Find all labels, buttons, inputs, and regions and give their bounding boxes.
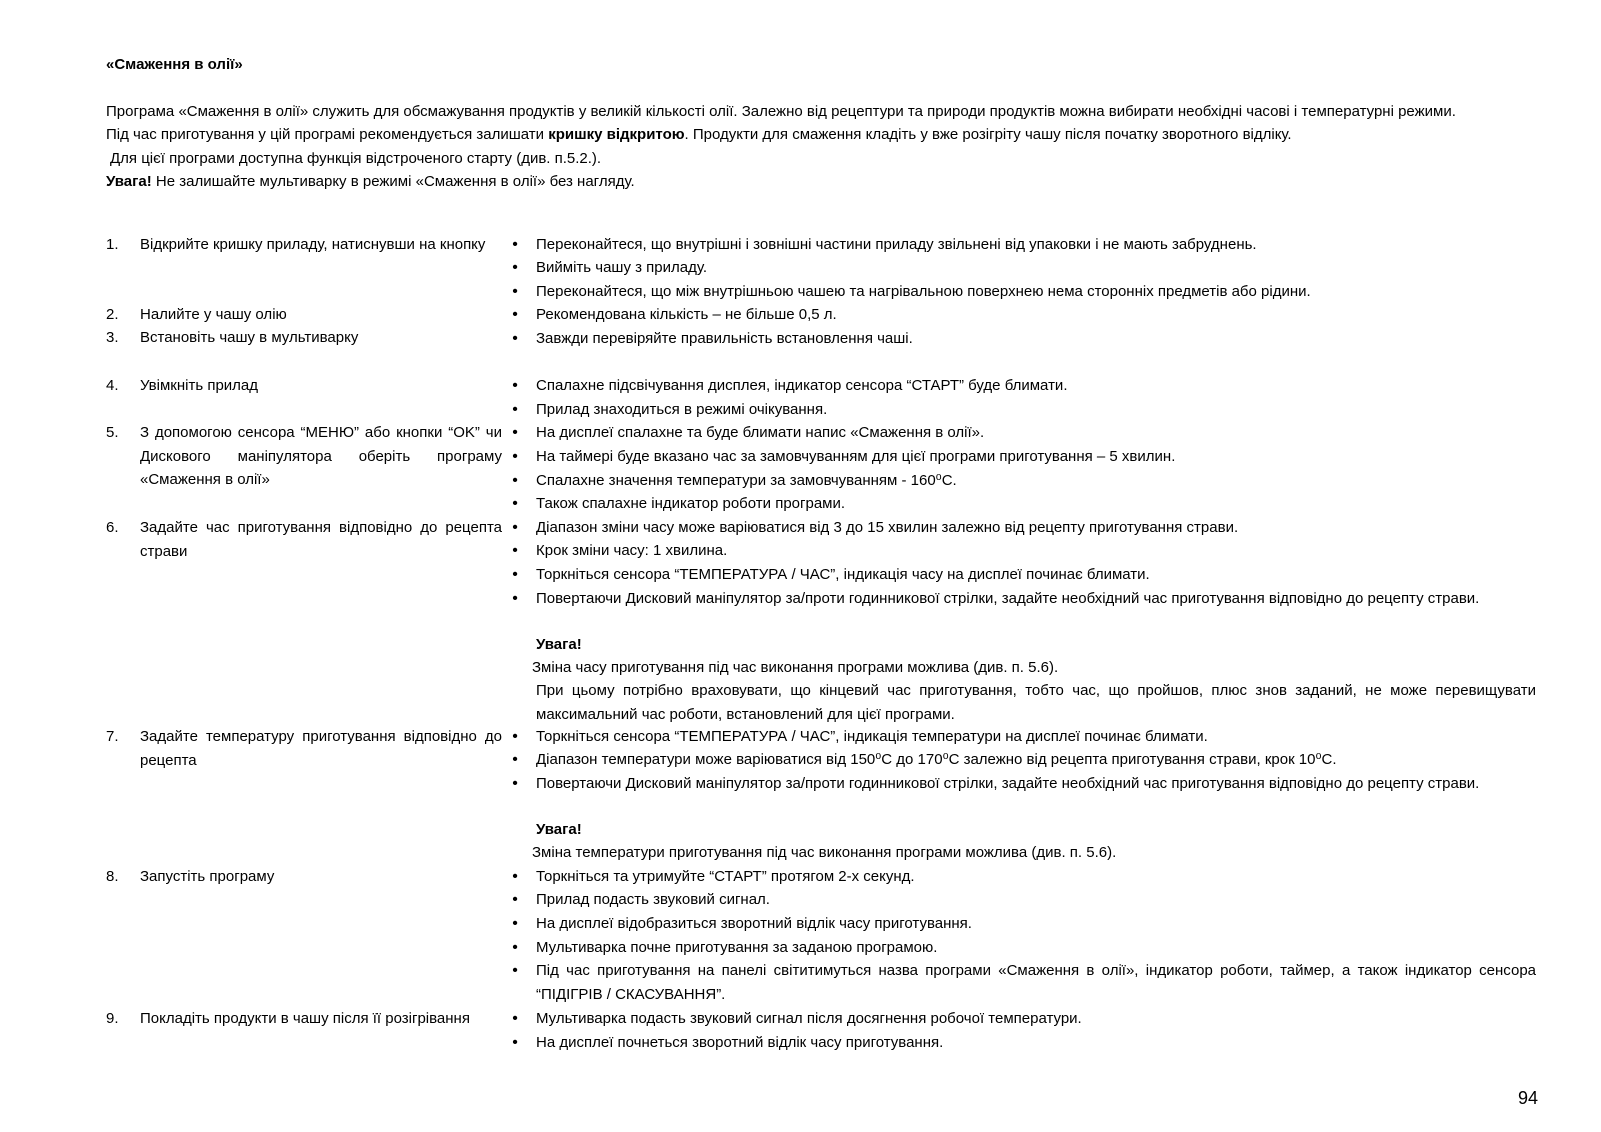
- bullet-text: Торкніться та утримуйте “СТАРТ” протягом 2-х секунд.: [536, 868, 915, 885]
- bullet-icon: •: [512, 424, 518, 441]
- bullet-icon: •: [512, 1034, 518, 1051]
- bullet-text: Діапазон зміни часу може варіюватися від 3 до 15 хвилин залежно від рецепту приготування страви.: [536, 519, 1239, 536]
- bullet-icon: •: [512, 566, 518, 583]
- intro-text: . Продукти для смаження кладіть у вже розігріту чашу після початку зворотного відліку.: [684, 126, 1292, 143]
- bullet-text: Торкніться сенсора “ТЕМПЕРАТУРА / ЧАС”, індикація часу на дисплеї починає блимати.: [536, 566, 1150, 583]
- bullet-text: Завжди перевіряйте правильність встановлення чаші.: [536, 330, 913, 347]
- bullet-icon: •: [512, 306, 518, 323]
- bullet-text: Прилад знаходиться в режимі очікування.: [536, 401, 828, 418]
- step-number: 1.: [106, 236, 119, 253]
- step-text: Запустіть програму: [140, 868, 275, 885]
- bullet-text: Крок зміни часу: 1 хвилина.: [536, 542, 728, 559]
- bullet-text: Рекомендована кількість – не більше 0,5 л.: [536, 306, 837, 323]
- step-text: Встановіть чашу в мультиварку: [140, 329, 359, 346]
- step-text: Увімкніть прилад: [140, 377, 259, 394]
- intro-paragraph-2: [106, 123, 1536, 147]
- bullet-icon: •: [512, 728, 518, 745]
- step-number: 4.: [106, 377, 119, 394]
- bullet-icon: •: [512, 519, 518, 536]
- bullet-text: Торкніться сенсора “ТЕМПЕРАТУРА / ЧАС”, індикація температури на дисплеї починає блимати.: [536, 728, 1208, 745]
- intro-paragraph-1: Програма «Смаження в олії» служить для обсмажування продуктів у великій кількості олії. Залежно від рецептури та природи продуктів можна вибирати необхідні часові і температурні режими.: [106, 102, 1456, 120]
- bullet-icon: •: [512, 542, 518, 559]
- step-text: Задайте температуру приготування відповідно до рецепта: [140, 728, 502, 769]
- temp-change-note: Зміна температури приготування під час виконання програми можлива (див. п. 5.6).: [532, 844, 1117, 861]
- bullet-text: Повертаючи Дисковий маніпулятор за/проти годинникової стрілки, задайте необхідний час приготування відповідно до рецепту страви.: [536, 775, 1480, 792]
- step-number: 9.: [106, 1010, 119, 1027]
- time-limit-note: При цьому потрібно враховувати, що кінцевий час приготування, тобто час, що пройшов, плюс знов заданий, не може перевищувати максимальний час роботи, встановлений для цієї програми.: [536, 682, 1536, 723]
- bullet-icon: •: [512, 751, 518, 768]
- bullet-text: Вийміть чашу з приладу.: [536, 259, 708, 276]
- warning-label: Увага!: [536, 821, 582, 838]
- bullet-icon: •: [512, 962, 518, 979]
- step-number: 6.: [106, 519, 119, 536]
- bullet-text: Переконайтеся, що внутрішні і зовнішні частини приладу звільнені від упаковки і не мають забруднень.: [536, 236, 1257, 253]
- bullet-icon: •: [512, 939, 518, 956]
- step-number: 8.: [106, 868, 119, 885]
- bullet-text: Діапазон температури може варіюватися від 150⁰С до 170⁰С залежно від рецепта приготування страви, крок 10⁰С.: [536, 751, 1337, 768]
- bullet-text: Також спалахне індикатор роботи програми.: [536, 495, 846, 512]
- bullet-text: Під час приготування на панелі світитимуться назва програми «Смаження в олії», індикатор роботи, таймер, а також індикатор сенсора “ПІДІГРІВ / СКАСУВАННЯ”.: [536, 962, 1536, 1003]
- bullet-text: Переконайтеся, що між внутрішньою чашею та нагрівальною поверхнею нема сторонніх предметів або рідини.: [536, 283, 1311, 300]
- step-text: Налийте у чашу олію: [140, 306, 287, 323]
- intro-paragraph-3: Для цієї програми доступна функція відстроченого старту (див. п.5.2.).: [110, 149, 602, 167]
- bullet-text: Мультиварка подасть звуковий сигнал після досягнення робочої температури.: [536, 1010, 1082, 1027]
- bullet-icon: •: [512, 590, 518, 607]
- intro-bold-text: кришку відкритою: [548, 126, 685, 143]
- bullet-text: Прилад подасть звуковий сигнал.: [536, 891, 770, 908]
- bullet-icon: •: [512, 472, 518, 489]
- bullet-icon: •: [512, 775, 518, 792]
- bullet-icon: •: [512, 283, 518, 300]
- step-number: 2.: [106, 306, 119, 323]
- intro-text: Під час приготування у цій програмі рекомендується залишати: [106, 126, 549, 143]
- bullet-icon: •: [512, 236, 518, 253]
- bullet-text: Мультиварка почне приготування за заданою програмою.: [536, 939, 938, 956]
- step-text: З допомогою сенсора “МЕНЮ” або кнопки “OK” чи Дискового маніпулятора оберіть програму «Смаження в олії»: [140, 424, 502, 488]
- warning-label: Увага!: [106, 173, 152, 190]
- bullet-icon: •: [512, 259, 518, 276]
- section-title: «Смаження в олії»: [106, 56, 243, 73]
- warning-label: Увага!: [536, 636, 582, 653]
- document-page: [106, 53, 1536, 1051]
- intro-warning: [106, 170, 1536, 194]
- bullet-text: Спалахне підсвічування дисплея, індикатор сенсора “СТАРТ” буде блимати.: [536, 377, 1068, 394]
- bullet-icon: •: [512, 330, 518, 347]
- bullet-icon: •: [512, 868, 518, 885]
- page-number: 94: [1518, 1088, 1539, 1108]
- bullet-icon: •: [512, 495, 518, 512]
- bullet-icon: •: [512, 1010, 518, 1027]
- intro-block: [106, 100, 1536, 194]
- bullet-text: На дисплеї спалахне та буде блимати напис «Смаження в олії».: [536, 424, 985, 441]
- step-number: 3.: [106, 329, 119, 346]
- bullet-text: На дисплеї почнеться зворотний відлік часу приготування.: [536, 1034, 944, 1051]
- step-number: 5.: [106, 424, 119, 441]
- bullet-text: На таймері буде вказано час за замовчуванням для цієї програми приготування – 5 хвилин.: [536, 448, 1176, 465]
- bullet-icon: •: [512, 915, 518, 932]
- step-text: Відкрийте кришку приладу, натиснувши на кнопку: [140, 236, 486, 253]
- bullet-text: Повертаючи Дисковий маніпулятор за/проти годинникової стрілки, задайте необхідний час приготування відповідно до рецепту страви.: [536, 590, 1480, 607]
- bullet-icon: •: [512, 401, 518, 418]
- bullet-icon: •: [512, 891, 518, 908]
- bullet-text: На дисплеї відобразиться зворотний відлік часу приготування.: [536, 915, 972, 932]
- step-text: Покладіть продукти в чашу після її розігрівання: [140, 1010, 470, 1027]
- step-text: Задайте час приготування відповідно до рецепта страви: [140, 519, 502, 560]
- bullet-text: Спалахне значення температури за замовчуванням - 160⁰С.: [536, 472, 957, 489]
- time-change-note: Зміна часу приготування під час виконання програми можлива (див. п. 5.6).: [532, 659, 1059, 676]
- step-number: 7.: [106, 728, 119, 745]
- warning-text: Не залишайте мультиварку в режимі «Смаження в олії» без нагляду.: [151, 173, 635, 190]
- bullet-icon: •: [512, 377, 518, 394]
- bullet-icon: •: [512, 448, 518, 465]
